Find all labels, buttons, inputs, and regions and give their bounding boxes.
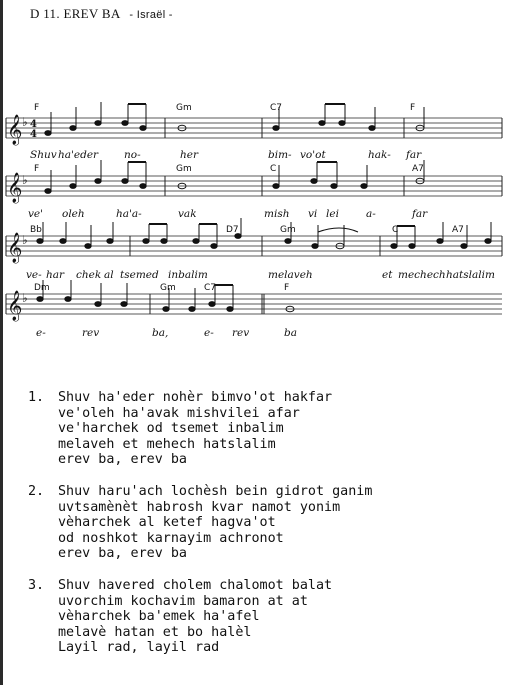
- chord-s3-5: A7: [452, 225, 464, 235]
- lyric-s4-6: ba: [284, 327, 297, 339]
- notes-system-1: [45, 102, 424, 135]
- lyric-s2-4: vak: [178, 208, 197, 220]
- lyric-s3-9: mechech: [398, 269, 446, 281]
- verse-line: erev ba, erev ba: [58, 452, 187, 468]
- verse-line: od noshkot karnayim achronot: [58, 530, 284, 546]
- lyric-s2-1: ve': [28, 208, 44, 220]
- chord-s3-3: Gm: [280, 225, 296, 235]
- song-origin: - Israël -: [129, 9, 173, 21]
- lyric-s3-7: melaveh: [268, 269, 313, 281]
- treble-clef-2: 𝄞: [7, 173, 23, 203]
- notes-system-3: [37, 218, 491, 249]
- lyric-s1-5: bim-: [268, 149, 292, 161]
- lyric-s4-3: ba,: [152, 327, 169, 339]
- lyric-s1-6: vo'ot: [300, 149, 326, 161]
- chord-s2-1: F: [34, 164, 40, 174]
- lyric-s2-2: oleh: [62, 208, 85, 220]
- chord-s1-4: F: [410, 103, 416, 113]
- verse-line: Shuv haru'ach lochèsh bein gidrot ganim: [58, 483, 373, 499]
- verse-line: Layil rad, layil rad: [58, 640, 220, 656]
- lyric-s3-2: har: [46, 269, 65, 281]
- verse-number: 3.: [28, 577, 45, 593]
- lyric-s4-4: e-: [204, 327, 214, 339]
- lyric-s4-2: rev: [82, 327, 100, 339]
- verse-line: vèharchek al ketef hagva'ot: [58, 515, 276, 531]
- staff-2: [6, 176, 502, 196]
- lyric-s1-8: far: [406, 149, 422, 161]
- song-title: D 11. EREV BA: [30, 6, 120, 21]
- svg-text:♭: ♭: [22, 173, 28, 187]
- chord-s4-1: Dm: [34, 283, 50, 293]
- treble-clef-4: 𝄞: [7, 291, 23, 321]
- chord-s4-4: F: [284, 283, 290, 293]
- lyric-s1-3: no-: [124, 149, 141, 161]
- chord-s3-1: Bb: [30, 225, 42, 235]
- lyric-s2-8: a-: [366, 208, 376, 220]
- lyric-s3-3: chek: [76, 269, 102, 281]
- svg-text:♭: ♭: [22, 115, 28, 129]
- chord-s1-1: F: [34, 103, 40, 113]
- verse-line: erev ba, erev ba: [58, 546, 187, 562]
- chord-s2-3: C: [270, 164, 277, 174]
- svg-text:4: 4: [30, 129, 37, 140]
- lyric-s2-6: vi: [308, 208, 318, 220]
- lyric-s1-7: hak-: [368, 149, 391, 161]
- lyric-s3-4: al: [104, 269, 114, 281]
- verse-line: uvtsamènèt habrosh kvar namot yonim: [58, 499, 341, 515]
- chord-s1-3: C7: [270, 103, 283, 113]
- verse-line: melavè hatan et bo halèl: [58, 624, 252, 640]
- verses-block: [28, 390, 372, 672]
- treble-clef-1: 𝄞: [7, 115, 23, 145]
- chord-s4-3: C7: [204, 283, 217, 293]
- svg-text:4: 4: [30, 119, 37, 130]
- lyric-s2-3: ha'a-: [116, 208, 142, 220]
- lyric-s2-7: lei: [326, 208, 339, 220]
- verse-number: 2.: [28, 483, 45, 499]
- chord-s3-4: C: [392, 225, 399, 235]
- staff-3: [6, 236, 502, 256]
- chord-s2-2: Gm: [176, 164, 192, 174]
- lyric-s3-10: hatslalim: [446, 269, 495, 281]
- verse-number: 1.: [28, 390, 45, 405]
- notes-system-2: [45, 160, 424, 193]
- lyric-s1-1: Shuv: [30, 149, 57, 161]
- verse-line: Shuv ha'eder nohèr bimvo'ot hakfar: [58, 390, 333, 405]
- staff-4: [6, 294, 502, 314]
- lyric-s3-6: inbalim: [168, 269, 208, 281]
- lyric-s3-8: et: [382, 269, 393, 281]
- verse-line: ve'oleh ha'avak mishvilei afar: [58, 405, 300, 421]
- lyric-s3-5: tsemed: [120, 269, 159, 281]
- verse-line: melaveh et mehech hatslalim: [58, 436, 276, 452]
- chord-s3-2: D7: [226, 225, 239, 235]
- verse-3: [28, 578, 372, 656]
- lyric-s2-5: mish: [264, 208, 290, 220]
- verse-line: Shuv havered cholem chalomot balat: [58, 577, 333, 593]
- verse-line: uvorchim kochavim bamaron at at: [58, 593, 308, 609]
- lyric-s2-9: far: [412, 208, 428, 220]
- chord-s1-2: Gm: [176, 103, 192, 113]
- lyric-s4-5: rev: [232, 327, 250, 339]
- svg-text:♭: ♭: [22, 233, 28, 247]
- verse-line: vèharchek ba'emek ha'afel: [58, 609, 260, 625]
- chord-s4-2: Gm: [160, 283, 176, 293]
- lyric-s3-1: ve-: [26, 269, 42, 281]
- staff-1: [6, 118, 502, 138]
- svg-text:♭: ♭: [22, 291, 28, 305]
- verse-line: ve'harchek od tsemet inbalim: [58, 421, 284, 437]
- chord-s2-4: A7: [412, 164, 424, 174]
- verse-2: [28, 484, 372, 562]
- treble-clef-3: 𝄞: [7, 233, 23, 263]
- lyric-s1-2: ha'eder: [58, 149, 99, 161]
- lyric-s1-4: her: [180, 149, 198, 161]
- verse-1: [28, 390, 372, 468]
- lyric-s4-1: e-: [36, 327, 46, 339]
